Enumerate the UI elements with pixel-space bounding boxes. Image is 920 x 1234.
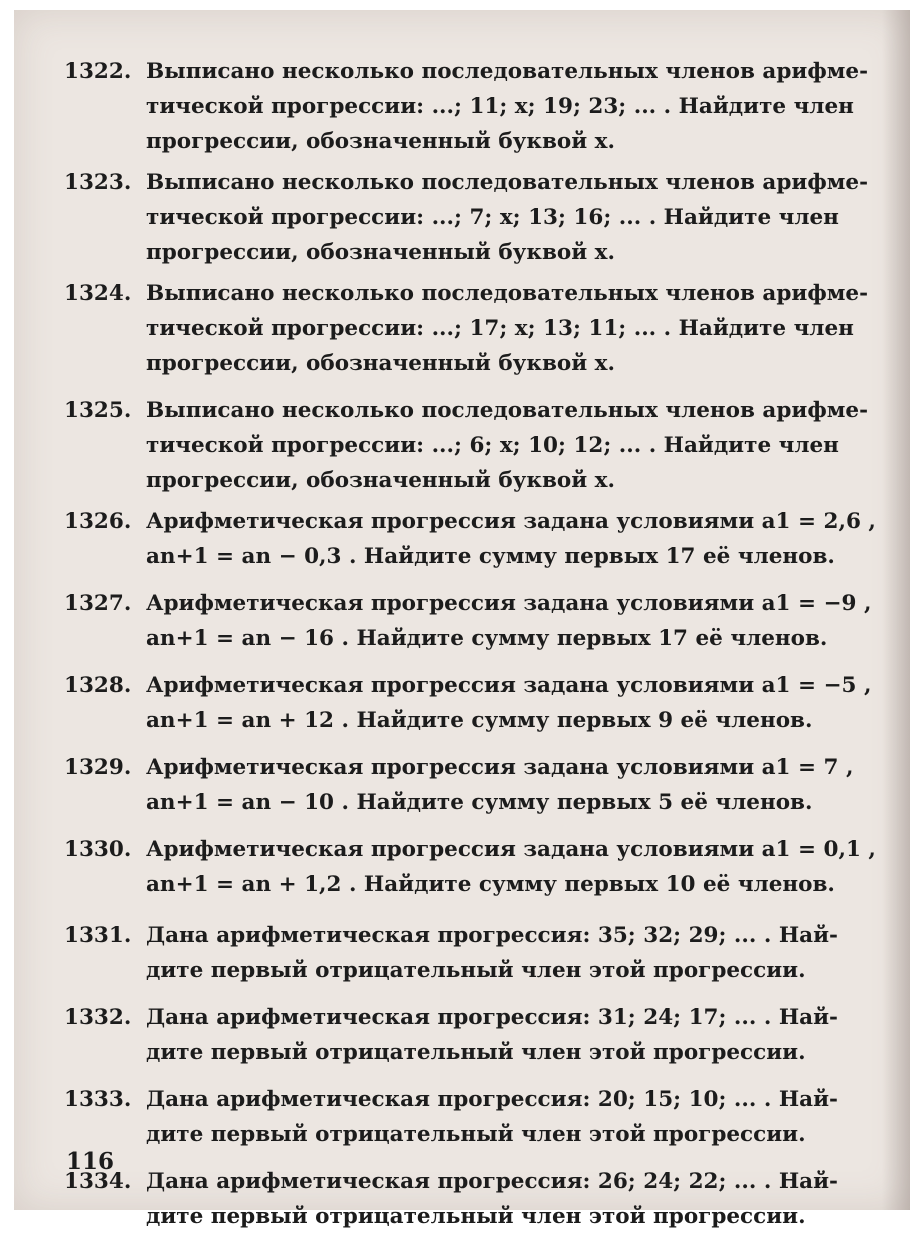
problem-line: Выписано несколько последовательных членов арифме- xyxy=(146,281,869,306)
problem-line: Выписано несколько последовательных членов арифме- xyxy=(146,59,869,84)
problem-line: Выписано несколько последовательных членов арифме- xyxy=(146,170,869,195)
problem-line: Дана арифметическая прогрессия: 26; 24; 22; ... . Най- xyxy=(146,1169,838,1194)
problem-number: 1332. xyxy=(64,1005,132,1030)
problem-line: an+1 = an − 16 . Найдите сумму первых 17 её членов. xyxy=(146,626,828,651)
problem-line: дите первый отрицательный член этой прогрессии. xyxy=(146,1040,806,1065)
problem-number: 1323. xyxy=(64,170,132,195)
problem-1331 xyxy=(64,918,884,988)
problem-line: прогрессии, обозначенный буквой x. xyxy=(146,468,615,493)
problem-line: Арифметическая прогрессия задана условиями a1 = 0,1 , xyxy=(146,837,876,862)
problem-number: 1334. xyxy=(64,1169,132,1194)
problem-line: Выписано несколько последовательных членов арифме- xyxy=(146,398,869,423)
problem-number: 1322. xyxy=(64,59,132,84)
problem-1329 xyxy=(64,750,884,820)
problem-line: Арифметическая прогрессия задана условиями a1 = 2,6 , xyxy=(146,509,876,534)
problem-line: дите первый отрицательный член этой прогрессии. xyxy=(146,1204,806,1229)
problem-line: прогрессии, обозначенный буквой x. xyxy=(146,129,615,154)
problem-line: an+1 = an − 10 . Найдите сумму первых 5 её членов. xyxy=(146,790,813,815)
problem-line: an+1 = an − 0,3 . Найдите сумму первых 17 её членов. xyxy=(146,544,835,569)
problem-number: 1325. xyxy=(64,398,132,423)
problem-1324 xyxy=(64,276,884,381)
problem-1323 xyxy=(64,165,884,270)
problem-line: тической прогрессии: ...; 7; x; 13; 16; ... . Найдите член xyxy=(146,205,839,230)
problem-line: дите первый отрицательный член этой прогрессии. xyxy=(146,958,806,983)
problem-line: Арифметическая прогрессия задана условиями a1 = −5 , xyxy=(146,673,872,698)
problem-line: Дана арифметическая прогрессия: 20; 15; 10; ... . Най- xyxy=(146,1087,838,1112)
problem-list xyxy=(64,54,884,1234)
problem-line: Дана арифметическая прогрессия: 35; 32; 29; ... . Най- xyxy=(146,923,838,948)
problem-number: 1333. xyxy=(64,1087,132,1112)
problem-line: прогрессии, обозначенный буквой x. xyxy=(146,240,615,265)
problem-number: 1324. xyxy=(64,281,132,306)
problem-1322 xyxy=(64,54,884,159)
problem-number: 1331. xyxy=(64,923,132,948)
problem-1330 xyxy=(64,832,884,902)
problem-number: 1328. xyxy=(64,673,132,698)
problem-line: прогрессии, обозначенный буквой x. xyxy=(146,351,615,376)
problem-number: 1327. xyxy=(64,591,132,616)
page-number: 116 xyxy=(66,1148,115,1175)
problem-1332 xyxy=(64,1000,884,1070)
problem-number: 1329. xyxy=(64,755,132,780)
problem-1325 xyxy=(64,393,884,498)
problem-line: тической прогрессии: ...; 17; x; 13; 11; ... . Найдите член xyxy=(146,316,854,341)
problem-line: an+1 = an + 1,2 . Найдите сумму первых 10 её членов. xyxy=(146,872,835,897)
problem-1333 xyxy=(64,1082,884,1152)
textbook-page xyxy=(14,10,910,1229)
problem-1334 xyxy=(64,1164,884,1234)
problem-line: дите первый отрицательный член этой прогрессии. xyxy=(146,1122,806,1147)
problem-line: тической прогрессии: ...; 6; x; 10; 12; ... . Найдите член xyxy=(146,433,839,458)
problem-number: 1326. xyxy=(64,509,132,534)
problem-1328 xyxy=(64,668,884,738)
problem-line: Арифметическая прогрессия задана условиями a1 = −9 , xyxy=(146,591,872,616)
problem-line: Арифметическая прогрессия задана условиями a1 = 7 , xyxy=(146,755,854,780)
problem-line: тической прогрессии: ...; 11; x; 19; 23; ... . Найдите член xyxy=(146,94,854,119)
problem-1327 xyxy=(64,586,884,656)
problem-number: 1330. xyxy=(64,837,132,862)
problem-line: Дана арифметическая прогрессия: 31; 24; 17; ... . Най- xyxy=(146,1005,838,1030)
problem-1326 xyxy=(64,504,884,574)
problem-line: an+1 = an + 12 . Найдите сумму первых 9 её членов. xyxy=(146,708,813,733)
